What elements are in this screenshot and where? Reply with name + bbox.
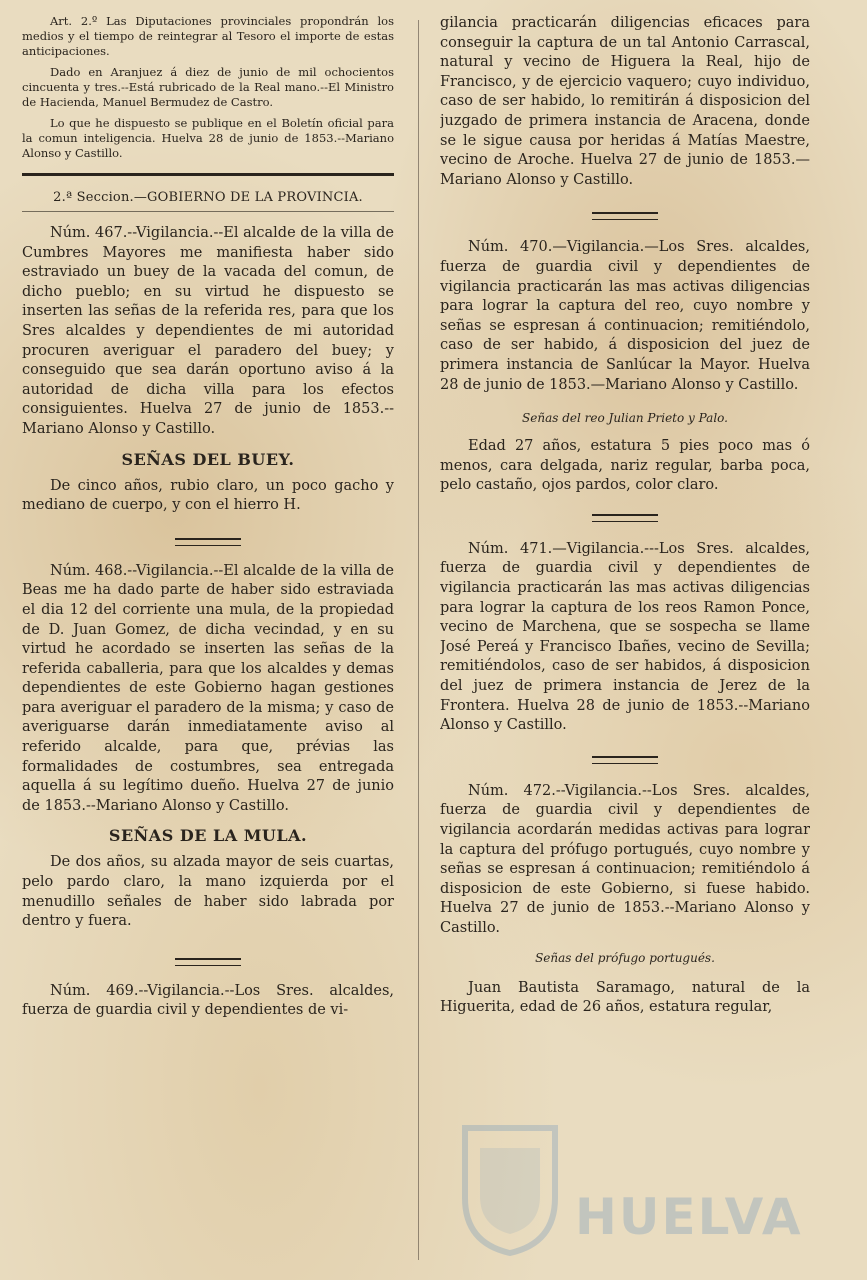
- section-title: 2.ª Seccion.—GOBIERNO DE LA PROVINCIA.: [53, 190, 363, 205]
- section-underline: [22, 211, 394, 212]
- shield-icon: [455, 1118, 565, 1258]
- buey-description: De cinco años, rubio claro, un poco gacho y mediano de cuerpo, y con el hierro H.: [22, 477, 394, 514]
- publication-order: Lo que he dispuesto se publique en el Boletín oficial para la comun inteligencia. Huelva 28 de junio de 1853.--Mariano Alonso y Castillo.: [22, 116, 394, 160]
- huelva-watermark: [455, 1118, 815, 1258]
- ornament-rule: [592, 756, 658, 764]
- section-rule: [22, 173, 394, 176]
- ornament-rule: [592, 212, 658, 220]
- left-column: [22, 0, 394, 1280]
- notice-468: Núm. 468.--Vigilancia.--El alcalde de la villa de Beas me ha dado parte de haber sido estraviada el dia 12 del corriente una mula, de la propiedad de D. Juan Gomez, de dicha vecindad, y en su virtud he acordado se inserten las señas de la referida caballeria, para que los alcaldes y demas dependientes de este Gobierno hagan gestiones para averiguar el paradero de la misma; y caso de averiguarse darán inmediatamente aviso al referido alcalde, para que, prévias las formalidades de costumbres, sea entregada aquella á su legítimo dueño. Huelva 27 de junio de 1853.--Mariano Alonso y Castillo.: [22, 562, 394, 814]
- notice-470: Núm. 470.—Vigilancia.—Los Sres. alcaldes, fuerza de guardia civil y dependientes de vigilancia practicarán las mas activas diligencias para lograr la captura del reo, cuyo nombre y señas se espresan á continuacion; remitiéndolo, caso de ser habido, á disposicion del juez de primera instancia de Sanlúcar la Mayor. Huelva 28 de junio de 1853.—Mariano Alonso y Castillo.: [440, 239, 810, 393]
- article-2: Art. 2.º Las Diputaciones provinciales propondrán los medios y el tiempo de reintegrar al Tesoro el importe de estas anticipaciones.: [22, 14, 394, 58]
- reo-description: Edad 27 años, estatura 5 pies poco mas ó menos, cara delgada, nariz regular, barba poca, pelo castaño, ojos pardos, color claro.: [440, 438, 810, 494]
- notice-469-start: Núm. 469.--Vigilancia.--Los Sres. alcaldes, fuerza de guardia civil y dependientes de vi-: [22, 982, 394, 1019]
- right-column: [440, 0, 810, 1280]
- notice-467: Núm. 467.--Vigilancia.--El alcalde de la villa de Cumbres Mayores me manifiesta haber sido estraviado un buey de la vacada del comun, de dicho pueblo; en su virtud he dispuesto se inserten las señas de la referida res, para que los Sres alcaldes y dependientes de mi autoridad procuren averiguar el paradero del buey; y conseguido que sea darán oportuno aviso á la autoridad de dicha villa para los efectos consiguientes. Huelva 27 de junio de 1853.--Mariano Alonso y Castillo.: [22, 225, 394, 437]
- decree-signature: Dado en Aranjuez á diez de junio de mil ochocientos cincuenta y tres.--Está rubricado de la Real mano.--El Ministro de Hacienda, Manuel Bermudez de Castro.: [22, 65, 394, 109]
- notice-471: Núm. 471.—Vigilancia.---Los Sres. alcaldes, fuerza de guardia civil y dependientes de vigilancia practicarán las mas activas diligencias para lograr la captura de los reos Ramon Ponce, vecino de Marchena, que se sospecha se llame José Pereá y Francisco Ibañes, vecino de Sevilla; remitiéndolos, caso de ser habidos, á disposicion del juez de primera instancia de Jerez de la Frontera. Huelva 28 de junio de 1853.--Mariano Alonso y Castillo.: [440, 540, 810, 734]
- notice-469-end: gilancia practicarán diligencias eficaces para conseguir la captura de un tal Antonio Carrascal, natural y vecino de Higuera la Real, hijo de Francisco, y de ejercicio vaquero; cuyo individuo, caso de ser habido, lo remitirán á disposicion del juzgado de primera instancia de Aracena, donde se le sigue causa por heridas á Matías Maestre, vecino de Aroche. Huelva 27 de junio de 1853.—Mariano Alonso y Castillo.: [440, 15, 810, 188]
- ornament-rule: [175, 538, 241, 546]
- profugo-description: Juan Bautista Saramago, natural de la Higuerita, edad de 26 años, estatura regular,: [440, 979, 810, 1016]
- ornament-rule: [592, 514, 658, 522]
- watermark-text: HUELVA: [575, 1188, 803, 1246]
- reo-heading: Señas del reo Julian Prieto y Palo.: [522, 411, 728, 426]
- mula-heading: SEÑAS DE LA MULA.: [108, 826, 308, 846]
- column-divider: [418, 20, 419, 1260]
- ornament-rule: [175, 958, 241, 966]
- buey-heading: SEÑAS DEL BUEY.: [121, 449, 295, 469]
- profugo-heading: Señas del prófugo portugués.: [535, 950, 715, 965]
- notice-472: Núm. 472.--Vigilancia.--Los Sres. alcaldes, fuerza de guardia civil y dependientes de vigilancia acordarán medidas activas para lograr la captura del prófugo portugués, cuyo nombre y señas se espresan á continuacion; remitiéndolo á disposicion de este Gobierno, si fuese habido. Huelva 27 de junio de 1853.--Mariano Alonso y Castillo.: [440, 782, 810, 936]
- mula-description: De dos años, su alzada mayor de seis cuartas, pelo pardo claro, la mano izquierda por el menudillo señales de haber sido labrada por dentro y fuera.: [22, 854, 394, 930]
